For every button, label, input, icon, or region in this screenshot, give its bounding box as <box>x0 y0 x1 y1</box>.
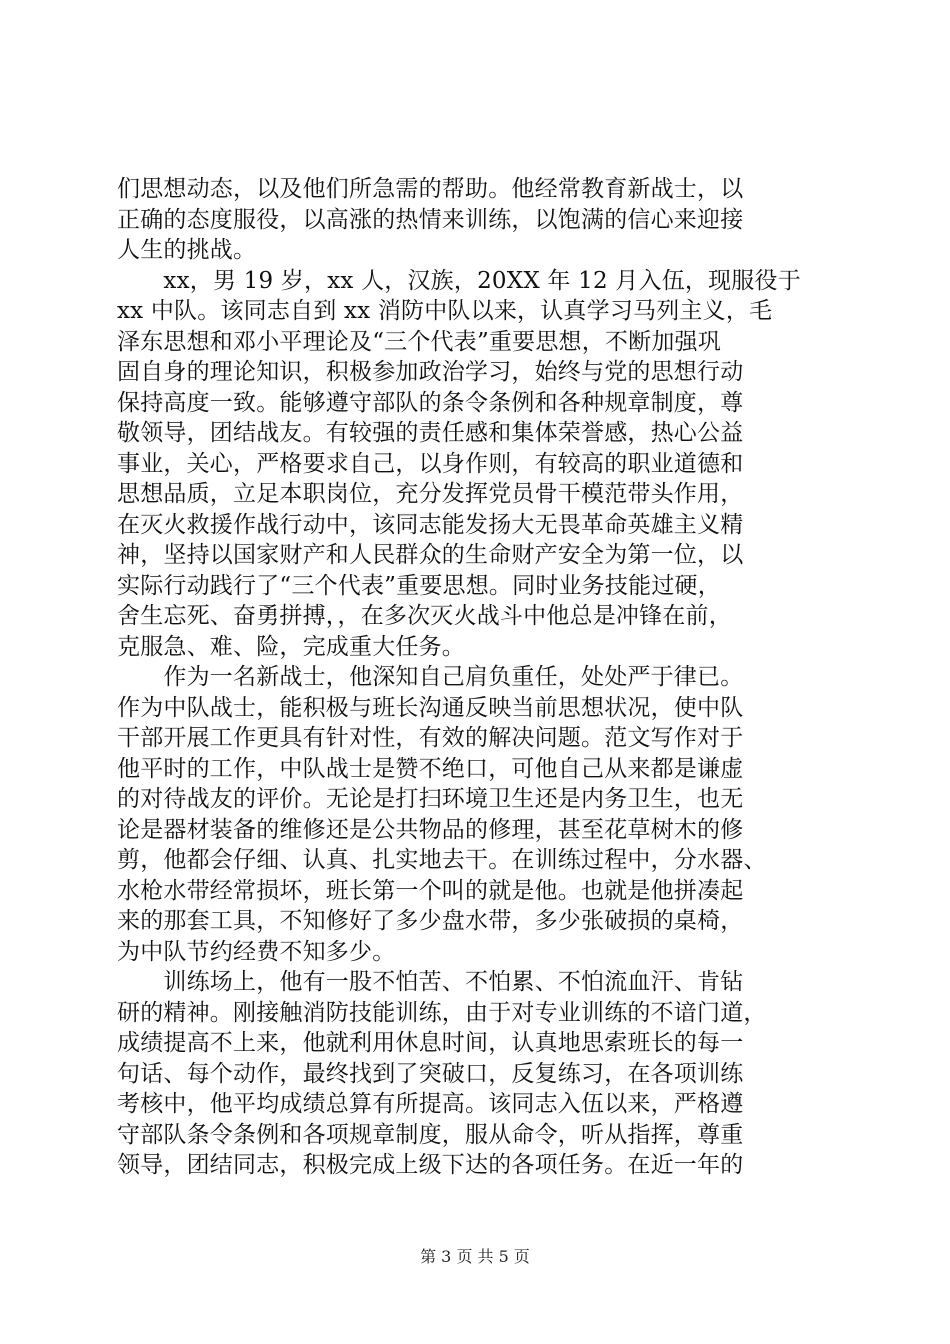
text-line: 作为中队战士，能积极与班长沟通反映当前思想状况，使中队 <box>117 694 744 721</box>
body-text <box>117 174 837 1181</box>
text-line: 思想品质，立足本职岗位，充分发挥党员骨干模范带头作用， <box>117 481 744 507</box>
text-line: 的对待战友的评价。无论是打扫环境卫生还是内务卫生，也无 <box>117 786 744 812</box>
text-line: 们思想动态，以及他们所急需的帮助。他经常教育新战士，以 <box>117 176 744 202</box>
text-line: xx 中队。该同志自到 xx 消防中队以来，认真学习马列主义，毛 <box>117 298 773 324</box>
text-line: 固自身的理论知识，积极参加政治学习，始终与党的思想行动 <box>117 359 744 385</box>
text-line: 水枪水带经常损坏，班长第一个叫的就是他。也就是他拼凑起 <box>117 877 744 904</box>
text-line: 领导，团结同志，积极完成上级下达的各项任务。在近一年的 <box>117 1152 744 1178</box>
text-line: 考核中，他平均成绩总算有所提高。该同志入伍以来，严格遵 <box>117 1091 744 1117</box>
text-line: 实际行动践行了“三个代表”重要思想。同时业务技能过硬， <box>117 572 721 599</box>
text-line: 人生的挑战。 <box>117 237 257 263</box>
text-line: 舍生忘死、奋勇拼搏，，在多次灭火战斗中他总是冲锋在前， <box>117 603 732 629</box>
text-line: 剪，他都会仔细、认真、扎实地去干。在训练过程中，分水器、 <box>117 847 767 873</box>
text-line: 论是器材装备的维修还是公共物品的修理，甚至花草树木的修 <box>117 816 744 843</box>
text-line: 干部开展工作更具有针对性，有效的解决问题。范文写作对于 <box>117 725 744 751</box>
text-line: 作为一名新战士，他深知自己肩负重任，处处严于律已。 <box>117 664 744 690</box>
text-line: 泽东思想和邓小平理论及“三个代表”重要思想，不断加强巩 <box>117 328 721 355</box>
text-line: 敬领导，团结战友。有较强的责任感和集体荣誉感，热心公益 <box>117 420 744 446</box>
text-line: 他平时的工作，中队战士是赞不绝口，可他自己从来都是谦虚 <box>117 755 744 782</box>
text-line: 训练场上，他有一股不怕苦、不怕累、不怕流血汗、肯钻 <box>117 969 744 995</box>
text-line: 守部队条令条例和各项规章制度，服从命令，听从指挥，尊重 <box>117 1121 744 1148</box>
text-line: 保持高度一致。能够遵守部队的条令条例和各种规章制度，尊 <box>117 389 744 416</box>
text-line: 克服急、难、险，完成重大任务。 <box>117 633 465 660</box>
text-line: 研的精神。刚接触消防技能训练，由于对专业训练的不谙门道， <box>117 999 767 1026</box>
text-line: xx，男 19 岁，xx 人，汉族，20XX 年 12 月入伍，现服役于 <box>117 267 801 294</box>
text-line: 神，坚持以国家财产和人民群众的生命财产安全为第一位，以 <box>117 542 744 568</box>
text-line: 成绩提高不上来，他就利用休息时间，认真地思索班长的每一 <box>117 1030 744 1056</box>
page-number-footer: 第 3 页 共 5 页 <box>420 1247 530 1266</box>
text-line: 事业，关心，严格要求自己，以身作则，有较高的职业道德和 <box>117 450 744 477</box>
text-line: 在灭火救援作战行动中，该同志能发扬大无畏革命英雄主义精 <box>117 511 744 538</box>
text-line: 句话、每个动作，最终找到了突破口，反复练习，在各项训练 <box>117 1060 744 1087</box>
text-line: 来的那套工具，不知修好了多少盘水带，多少张破损的桌椅， <box>117 908 744 934</box>
text-line: 为中队节约经费不知多少。 <box>117 938 396 965</box>
text-line: 正确的态度服役，以高涨的热情来训练，以饱满的信心来迎接 <box>117 206 744 233</box>
